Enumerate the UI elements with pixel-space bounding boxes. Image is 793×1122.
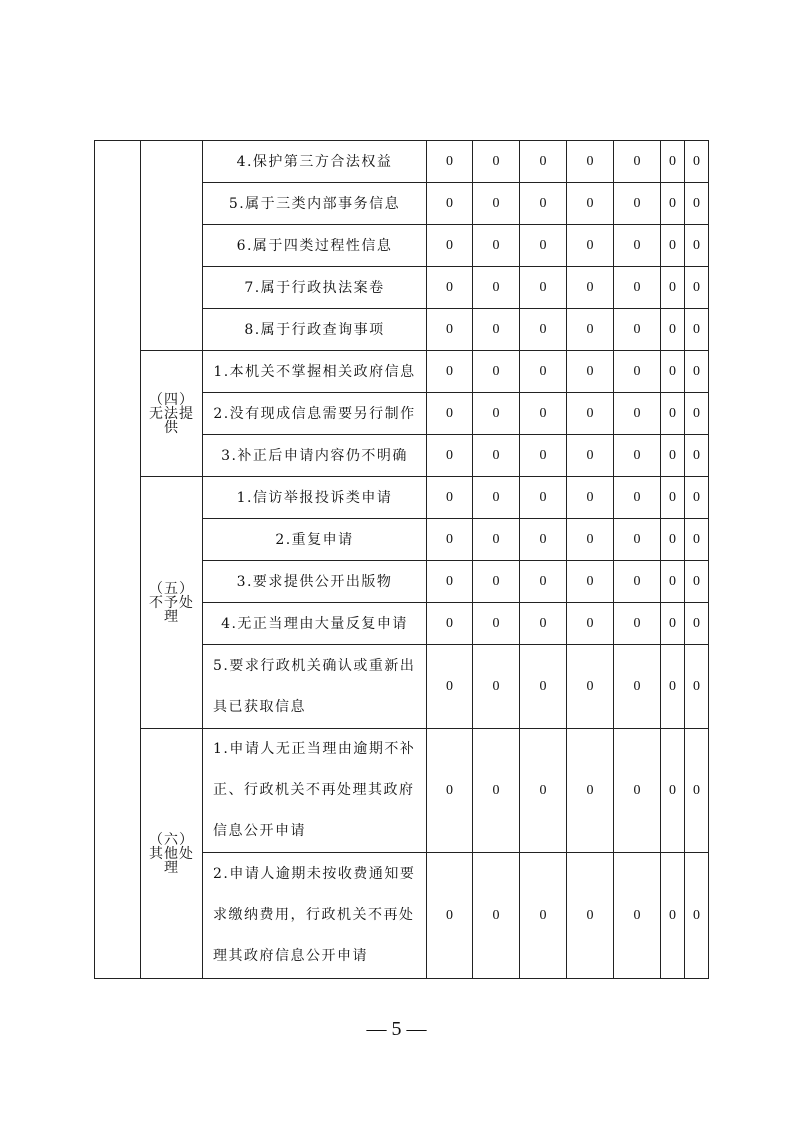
- item-label-line: 2.申请人逾期未按收费通知要: [213, 866, 416, 882]
- value-cell: 0: [427, 603, 473, 645]
- value-cell: 0: [685, 435, 709, 477]
- value-cell: 0: [614, 183, 661, 225]
- value-cell: 0: [685, 561, 709, 603]
- value-cell: 0: [661, 141, 685, 183]
- item-label-cell: [203, 853, 427, 979]
- value-cell: 0: [567, 393, 614, 435]
- table-row: [95, 141, 709, 183]
- value-cell: 0: [473, 225, 520, 267]
- value-cell: 0: [473, 141, 520, 183]
- value-cell: 0: [614, 519, 661, 561]
- value-cell: 0: [614, 435, 661, 477]
- value-cell: 0: [661, 351, 685, 393]
- value-cell: 0: [473, 183, 520, 225]
- category-label-line: （五）: [149, 580, 194, 597]
- value-cell: 0: [473, 267, 520, 309]
- value-cell: 0: [661, 729, 685, 853]
- table-row: [95, 351, 709, 393]
- value-cell: 0: [661, 393, 685, 435]
- value-cell: 0: [661, 435, 685, 477]
- value-cell: 0: [473, 351, 520, 393]
- item-label-cell: 1.本机关不掌握相关政府信息: [203, 351, 427, 393]
- value-cell: 0: [567, 435, 614, 477]
- item-label-cell: 4.无正当理由大量反复申请: [203, 603, 427, 645]
- value-cell: 0: [614, 309, 661, 351]
- value-cell: 0: [685, 477, 709, 519]
- value-cell: 0: [520, 729, 567, 853]
- value-cell: 0: [427, 561, 473, 603]
- item-label-cell: 3.补正后申请内容仍不明确: [203, 435, 427, 477]
- value-cell: 0: [685, 183, 709, 225]
- value-cell: 0: [567, 267, 614, 309]
- item-label-line: 正、行政机关不再处理其政府: [213, 782, 415, 798]
- value-cell: 0: [614, 853, 661, 979]
- value-cell: 0: [661, 267, 685, 309]
- value-cell: 0: [685, 853, 709, 979]
- category-cell-g5: [141, 477, 203, 729]
- value-cell: 0: [520, 225, 567, 267]
- value-cell: 0: [520, 183, 567, 225]
- value-cell: 0: [427, 267, 473, 309]
- category-cell-continued: [141, 141, 203, 351]
- value-cell: 0: [520, 141, 567, 183]
- value-cell: 0: [685, 519, 709, 561]
- value-cell: 0: [473, 645, 520, 729]
- item-label-line: 5.要求行政机关确认或重新出: [213, 657, 416, 674]
- value-cell: 0: [520, 603, 567, 645]
- category-cell-g6: [141, 729, 203, 979]
- value-cell: 0: [567, 561, 614, 603]
- value-cell: 0: [520, 561, 567, 603]
- value-cell: 0: [661, 519, 685, 561]
- category-label-line: 无法提: [149, 405, 194, 422]
- item-label-line: 信息公开申请: [213, 823, 306, 839]
- value-cell: 0: [685, 729, 709, 853]
- category-cell-g4: [141, 351, 203, 477]
- category-label-line: （四）: [149, 391, 194, 408]
- value-cell: 0: [427, 519, 473, 561]
- value-cell: 0: [473, 393, 520, 435]
- value-cell: 0: [661, 183, 685, 225]
- value-cell: 0: [614, 225, 661, 267]
- value-cell: 0: [520, 477, 567, 519]
- value-cell: 0: [567, 141, 614, 183]
- value-cell: 0: [661, 477, 685, 519]
- category-label-line: 其他处: [149, 845, 194, 862]
- item-label-cell: 6.属于四类过程性信息: [203, 225, 427, 267]
- item-label-cell: 7.属于行政执法案卷: [203, 267, 427, 309]
- value-cell: 0: [661, 561, 685, 603]
- value-cell: 0: [614, 267, 661, 309]
- value-cell: 0: [685, 141, 709, 183]
- value-cell: 0: [473, 477, 520, 519]
- value-cell: 0: [473, 309, 520, 351]
- value-cell: 0: [661, 853, 685, 979]
- value-cell: 0: [427, 477, 473, 519]
- item-label-cell: [203, 645, 427, 729]
- value-cell: 0: [520, 309, 567, 351]
- value-cell: 0: [567, 225, 614, 267]
- value-cell: 0: [473, 603, 520, 645]
- value-cell: 0: [661, 645, 685, 729]
- value-cell: 0: [614, 561, 661, 603]
- category-label-line: 理: [164, 859, 179, 876]
- value-cell: 0: [614, 603, 661, 645]
- value-cell: 0: [685, 645, 709, 729]
- page-number: — 5 —: [366, 1018, 427, 1040]
- category-label-line: （六）: [149, 831, 194, 848]
- value-cell: 0: [427, 183, 473, 225]
- value-cell: 0: [520, 519, 567, 561]
- outer-category-cell: [95, 141, 141, 979]
- category-label-line: 供: [164, 419, 179, 436]
- value-cell: 0: [567, 853, 614, 979]
- value-cell: 0: [614, 393, 661, 435]
- value-cell: 0: [427, 309, 473, 351]
- item-label-cell: 5.属于三类内部事务信息: [203, 183, 427, 225]
- value-cell: 0: [567, 603, 614, 645]
- statistics-table: [94, 140, 709, 979]
- value-cell: 0: [520, 393, 567, 435]
- value-cell: 0: [614, 351, 661, 393]
- value-cell: 0: [567, 519, 614, 561]
- item-label-cell: 2.重复申请: [203, 519, 427, 561]
- table-row: [95, 477, 709, 519]
- value-cell: 0: [685, 351, 709, 393]
- value-cell: 0: [685, 267, 709, 309]
- value-cell: 0: [685, 309, 709, 351]
- item-label-cell: 8.属于行政查询事项: [203, 309, 427, 351]
- value-cell: 0: [427, 645, 473, 729]
- value-cell: 0: [473, 519, 520, 561]
- value-cell: 0: [661, 225, 685, 267]
- item-label-line: 求缴纳费用，行政机关不再处: [213, 907, 415, 923]
- value-cell: 0: [427, 435, 473, 477]
- value-cell: 0: [685, 603, 709, 645]
- value-cell: 0: [685, 393, 709, 435]
- value-cell: 0: [473, 729, 520, 853]
- value-cell: 0: [614, 729, 661, 853]
- value-cell: 0: [427, 853, 473, 979]
- item-label-line: 1.申请人无正当理由逾期不补: [213, 741, 416, 757]
- value-cell: 0: [661, 309, 685, 351]
- value-cell: 0: [685, 225, 709, 267]
- table-body: [95, 141, 709, 979]
- value-cell: 0: [427, 225, 473, 267]
- value-cell: 0: [473, 853, 520, 979]
- item-label-line: 具已获取信息: [213, 698, 306, 715]
- item-label-line: 理其政府信息公开申请: [213, 948, 368, 964]
- item-label-cell: 1.信访举报投诉类申请: [203, 477, 427, 519]
- value-cell: 0: [520, 435, 567, 477]
- value-cell: 0: [427, 351, 473, 393]
- value-cell: 0: [614, 141, 661, 183]
- value-cell: 0: [520, 853, 567, 979]
- item-label-cell: 3.要求提供公开出版物: [203, 561, 427, 603]
- category-label-line: 不予处: [149, 594, 194, 611]
- value-cell: 0: [567, 645, 614, 729]
- table-row: [95, 729, 709, 853]
- value-cell: 0: [661, 603, 685, 645]
- value-cell: 0: [567, 351, 614, 393]
- value-cell: 0: [567, 729, 614, 853]
- item-label-cell: 2.没有现成信息需要另行制作: [203, 393, 427, 435]
- value-cell: 0: [520, 645, 567, 729]
- value-cell: 0: [427, 141, 473, 183]
- value-cell: 0: [614, 477, 661, 519]
- value-cell: 0: [567, 477, 614, 519]
- value-cell: 0: [473, 561, 520, 603]
- value-cell: 0: [427, 729, 473, 853]
- value-cell: 0: [567, 183, 614, 225]
- value-cell: 0: [567, 309, 614, 351]
- value-cell: 0: [427, 393, 473, 435]
- value-cell: 0: [473, 435, 520, 477]
- value-cell: 0: [614, 645, 661, 729]
- item-label-cell: [203, 729, 427, 853]
- value-cell: 0: [520, 351, 567, 393]
- value-cell: 0: [520, 267, 567, 309]
- item-label-cell: 4.保护第三方合法权益: [203, 141, 427, 183]
- category-label-line: 理: [164, 608, 179, 625]
